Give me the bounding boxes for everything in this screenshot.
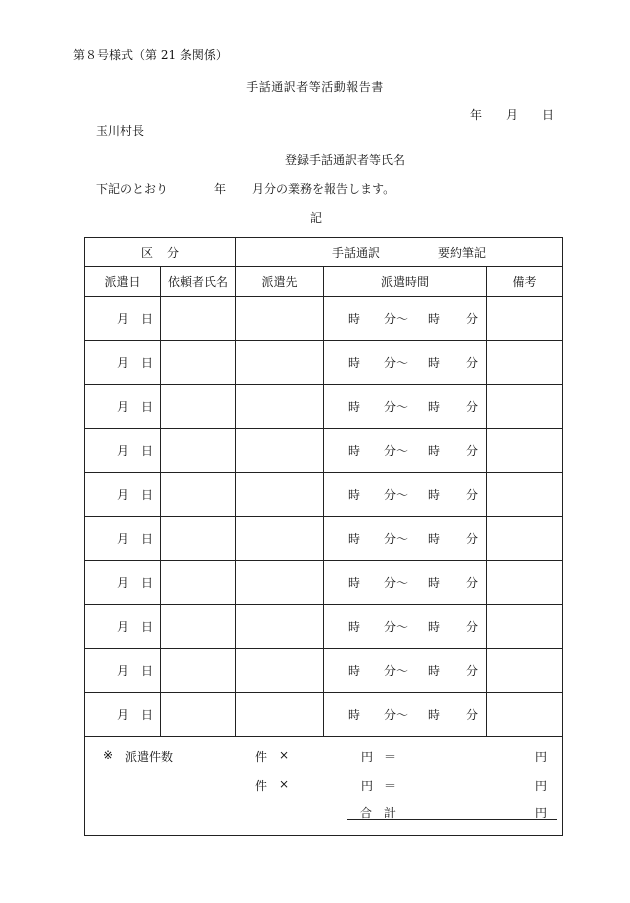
dispatch-date-cell[interactable] <box>85 385 161 429</box>
date-month: 月 <box>506 108 519 122</box>
dispatch-time-cell[interactable] <box>324 297 487 341</box>
destination-cell[interactable] <box>236 297 324 341</box>
month-label: 月 <box>117 312 130 326</box>
end-hour-label: 時 <box>428 356 441 370</box>
start-minute-label: 分～ <box>384 488 409 502</box>
requester-cell[interactable] <box>161 473 236 517</box>
dispatch-time-cell[interactable] <box>324 473 487 517</box>
month-label: 月 <box>117 400 130 414</box>
start-minute-label: 分～ <box>384 708 409 722</box>
month-label: 月 <box>117 356 130 370</box>
dispatch-date-cell[interactable] <box>85 649 161 693</box>
category-label-char2: 分 <box>167 245 180 260</box>
start-hour-label: 時 <box>348 532 361 546</box>
table-row <box>85 693 563 737</box>
dispatch-time-cell[interactable] <box>324 341 487 385</box>
table-row <box>85 473 563 517</box>
total-label: 合 計 <box>360 806 397 820</box>
start-hour-label: 時 <box>348 708 361 722</box>
remarks-cell[interactable] <box>487 561 563 605</box>
destination-cell[interactable] <box>236 385 324 429</box>
remarks-cell[interactable] <box>487 429 563 473</box>
month-label: 月 <box>117 620 130 634</box>
date-day: 日 <box>542 108 555 122</box>
dispatch-date-cell[interactable] <box>85 429 161 473</box>
start-minute-label: 分～ <box>384 444 409 458</box>
dispatch-time-cell[interactable] <box>324 693 487 737</box>
date-year: 年 <box>470 108 483 122</box>
dispatch-time-cell[interactable] <box>324 429 487 473</box>
date-line <box>470 106 554 123</box>
option-summary-writing[interactable]: 要約筆記 <box>438 245 487 260</box>
day-label: 日 <box>141 444 154 458</box>
remarks-cell[interactable] <box>487 341 563 385</box>
start-minute-label: 分～ <box>384 356 409 370</box>
line2-yen: 円 <box>361 779 374 793</box>
end-hour-label: 時 <box>428 488 441 502</box>
day-label: 日 <box>141 620 154 634</box>
requester-cell[interactable] <box>161 649 236 693</box>
requester-cell[interactable] <box>161 297 236 341</box>
requester-cell[interactable] <box>161 517 236 561</box>
line1-ken: 件 <box>255 750 268 764</box>
reporter-name-label: 登録手話通訳者等氏名 <box>285 153 406 167</box>
total-underline <box>347 819 557 820</box>
col-requester: 依頼者氏名 <box>161 267 236 297</box>
requester-cell[interactable] <box>161 385 236 429</box>
table-row <box>85 649 563 693</box>
day-label: 日 <box>141 532 154 546</box>
end-minute-label: 分 <box>466 488 479 502</box>
month-label: 月 <box>117 576 130 590</box>
dispatch-time-cell[interactable] <box>324 649 487 693</box>
col-date: 派遣日 <box>85 267 161 297</box>
start-hour-label: 時 <box>348 312 361 326</box>
dispatch-date-cell[interactable] <box>85 693 161 737</box>
summary-box <box>84 732 563 836</box>
start-hour-label: 時 <box>348 400 361 414</box>
remarks-cell[interactable] <box>487 473 563 517</box>
end-minute-label: 分 <box>466 356 479 370</box>
dispatch-date-cell[interactable] <box>85 341 161 385</box>
day-label: 日 <box>141 356 154 370</box>
end-hour-label: 時 <box>428 664 441 678</box>
line2-ken: 件 <box>255 779 268 793</box>
activity-table <box>84 237 563 737</box>
end-minute-label: 分 <box>466 532 479 546</box>
destination-cell[interactable] <box>236 693 324 737</box>
destination-cell[interactable] <box>236 473 324 517</box>
dispatch-time-cell[interactable] <box>324 517 487 561</box>
dispatch-time-cell[interactable] <box>324 385 487 429</box>
line2-times: × <box>279 777 290 791</box>
table-row <box>85 605 563 649</box>
dispatch-date-cell[interactable] <box>85 517 161 561</box>
table-row <box>85 429 563 473</box>
end-minute-label: 分 <box>466 620 479 634</box>
end-hour-label: 時 <box>428 708 441 722</box>
destination-cell[interactable] <box>236 561 324 605</box>
table-row <box>85 517 563 561</box>
start-minute-label: 分～ <box>384 400 409 414</box>
day-label: 日 <box>141 312 154 326</box>
requester-cell[interactable] <box>161 429 236 473</box>
end-minute-label: 分 <box>466 708 479 722</box>
day-label: 日 <box>141 708 154 722</box>
start-minute-label: 分～ <box>384 312 409 326</box>
end-hour-label: 時 <box>428 312 441 326</box>
line1-total-yen: 円 <box>535 750 548 764</box>
col-remarks: 備考 <box>487 267 563 297</box>
start-hour-label: 時 <box>348 356 361 370</box>
day-label: 日 <box>141 576 154 590</box>
category-options[interactable] <box>236 238 563 267</box>
report-year: 年 <box>214 182 227 196</box>
day-label: 日 <box>141 664 154 678</box>
start-minute-label: 分～ <box>384 664 409 678</box>
month-label: 月 <box>117 444 130 458</box>
remarks-cell[interactable] <box>487 649 563 693</box>
remarks-cell[interactable] <box>487 517 563 561</box>
destination-cell[interactable] <box>236 649 324 693</box>
end-minute-label: 分 <box>466 576 479 590</box>
destination-cell[interactable] <box>236 429 324 473</box>
day-label: 日 <box>141 488 154 502</box>
line1-equals: ＝ <box>384 750 397 764</box>
line1-yen: 円 <box>361 750 374 764</box>
start-hour-label: 時 <box>348 664 361 678</box>
month-label: 月 <box>117 488 130 502</box>
option-sign-language[interactable]: 手話通訳 <box>332 245 381 260</box>
document-title: 手話通訳者等活動報告書 <box>246 80 384 94</box>
col-time: 派遣時間 <box>324 267 487 297</box>
col-destination: 派遣先 <box>236 267 324 297</box>
report-suffix: 月分の業務を報告します。 <box>252 182 396 196</box>
end-minute-label: 分 <box>466 664 479 678</box>
month-label: 月 <box>117 664 130 678</box>
asterisk-mark: ※ <box>103 748 114 762</box>
remarks-cell[interactable] <box>487 693 563 737</box>
recipient: 玉川村長 <box>96 124 145 138</box>
line2-equals: ＝ <box>384 779 397 793</box>
month-label: 月 <box>117 708 130 722</box>
table-row <box>85 297 563 341</box>
day-label: 日 <box>141 400 154 414</box>
requester-cell[interactable] <box>161 605 236 649</box>
form-number: 第８号様式（第 21 条関係） <box>73 48 228 62</box>
ki-label: 記 <box>310 211 323 225</box>
destination-cell[interactable] <box>236 605 324 649</box>
remarks-cell[interactable] <box>487 385 563 429</box>
start-minute-label: 分～ <box>384 532 409 546</box>
requester-cell[interactable] <box>161 561 236 605</box>
line2-total-yen: 円 <box>535 779 548 793</box>
report-prefix: 下記のとおり <box>96 182 169 196</box>
dispatch-time-cell[interactable] <box>324 561 487 605</box>
start-hour-label: 時 <box>348 620 361 634</box>
start-minute-label: 分～ <box>384 620 409 634</box>
table-row <box>85 385 563 429</box>
dispatch-date-cell[interactable] <box>85 473 161 517</box>
destination-cell[interactable] <box>236 341 324 385</box>
end-hour-label: 時 <box>428 532 441 546</box>
end-hour-label: 時 <box>428 400 441 414</box>
end-minute-label: 分 <box>466 312 479 326</box>
dispatch-date-cell[interactable] <box>85 561 161 605</box>
remarks-cell[interactable] <box>487 605 563 649</box>
table-row <box>85 341 563 385</box>
dispatch-count-label: 派遣件数 <box>125 750 174 764</box>
end-hour-label: 時 <box>428 576 441 590</box>
category-label <box>85 238 236 267</box>
end-minute-label: 分 <box>466 444 479 458</box>
report-statement <box>96 180 395 197</box>
start-hour-label: 時 <box>348 576 361 590</box>
category-label-char1: 区 <box>140 245 153 260</box>
start-hour-label: 時 <box>348 444 361 458</box>
end-minute-label: 分 <box>466 400 479 414</box>
end-hour-label: 時 <box>428 620 441 634</box>
destination-cell[interactable] <box>236 517 324 561</box>
category-row <box>85 238 563 267</box>
dispatch-time-cell[interactable] <box>324 605 487 649</box>
start-hour-label: 時 <box>348 488 361 502</box>
table-row <box>85 561 563 605</box>
month-label: 月 <box>117 532 130 546</box>
requester-cell[interactable] <box>161 693 236 737</box>
dispatch-date-cell[interactable] <box>85 297 161 341</box>
requester-cell[interactable] <box>161 341 236 385</box>
end-hour-label: 時 <box>428 444 441 458</box>
line1-times: × <box>279 748 290 762</box>
remarks-cell[interactable] <box>487 297 563 341</box>
start-minute-label: 分～ <box>384 576 409 590</box>
table-header <box>85 267 563 297</box>
total-yen: 円 <box>535 806 548 820</box>
dispatch-date-cell[interactable] <box>85 605 161 649</box>
